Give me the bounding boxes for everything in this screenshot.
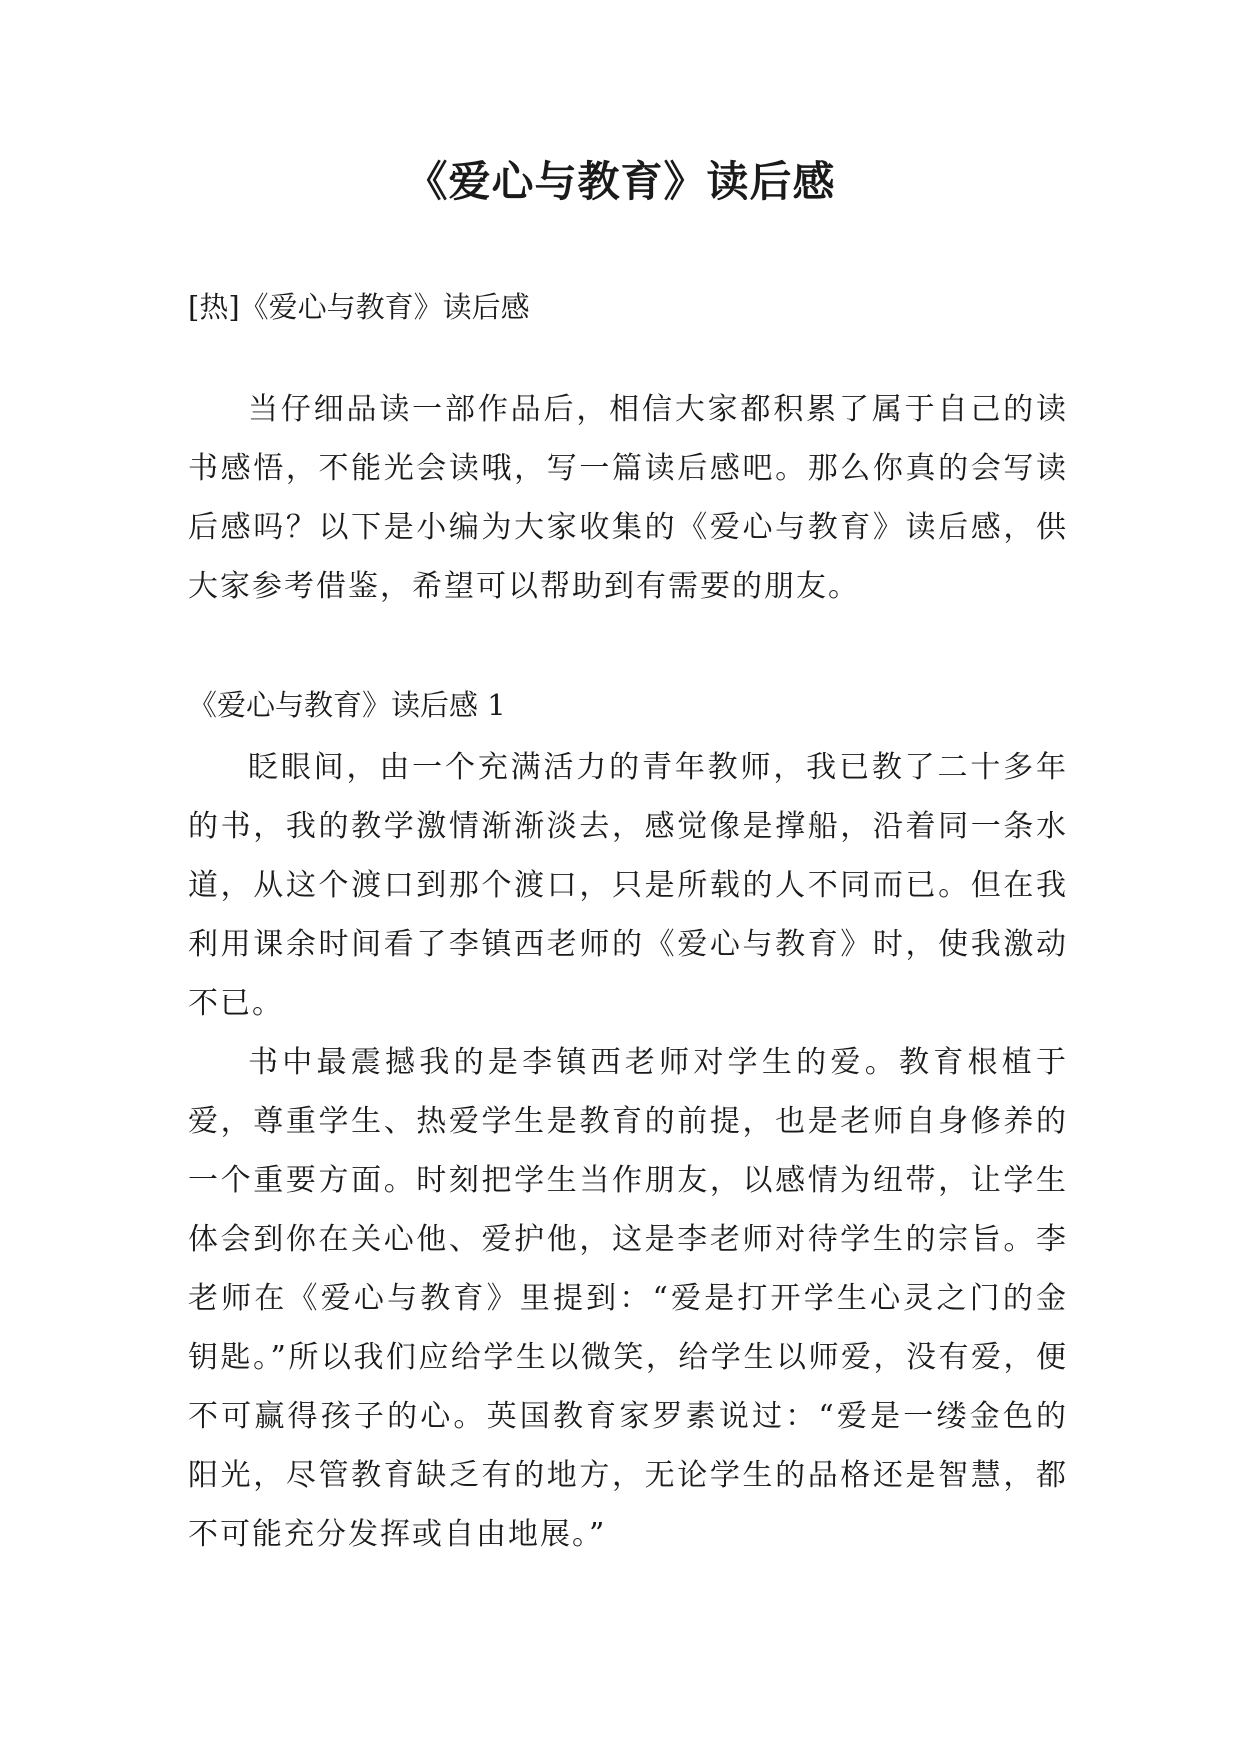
section-heading: 《爱心与教育》读后感 1 xyxy=(188,688,506,722)
body-paragraph-2: 书中最震撼我的是李镇西老师对学生的爱。教育根植于爱，尊重学生、热爱学生是教育的前提，也是老师自身修养的一个重要方面。时刻把学生当作朋友，以感情为纽带，让学生体会到你在关心他、爱护他，这是李老师对待学生的宗旨。李老师在《爱心与教育》里提到：“爱是打开学生心灵之门的金钥匙。”所以我们应给学生以微笑，给学生以师爱，没有爱，便不可赢得孩子的心。英国教育家罗素说过：“爱是一缕金色的阳光，尽管教育缺乏有的地方，无论学生的品格还是智慧，都不可能充分发挥或自由地展。” xyxy=(188,1045,1068,1552)
body-paragraph-1: 眨眼间，由一个充满活力的青年教师，我已教了二十多年的书，我的教学激情渐渐淡去，感觉像是撑船，沿着同一条水道，从这个渡口到那个渡口，只是所载的人不同而已。但在我利用课余时间看了李镇西老师的《爱心与教育》时，使我激动不已。 xyxy=(188,750,1068,1021)
page-title: 《爱心与教育》读后感 xyxy=(405,157,836,206)
document-subtitle: [热]《爱心与教育》读后感 xyxy=(188,290,530,324)
document-body xyxy=(188,286,1068,1564)
intro-paragraph: 当仔细品读一部作品后，相信大家都积累了属于自己的读书感悟，不能光会读哦，写一篇读后感吧。那么你真的会写读后感吗？以下是小编为大家收集的《爱心与教育》读后感，供大家参考借鉴，希望可以帮助到有需要的朋友。 xyxy=(188,392,1068,604)
